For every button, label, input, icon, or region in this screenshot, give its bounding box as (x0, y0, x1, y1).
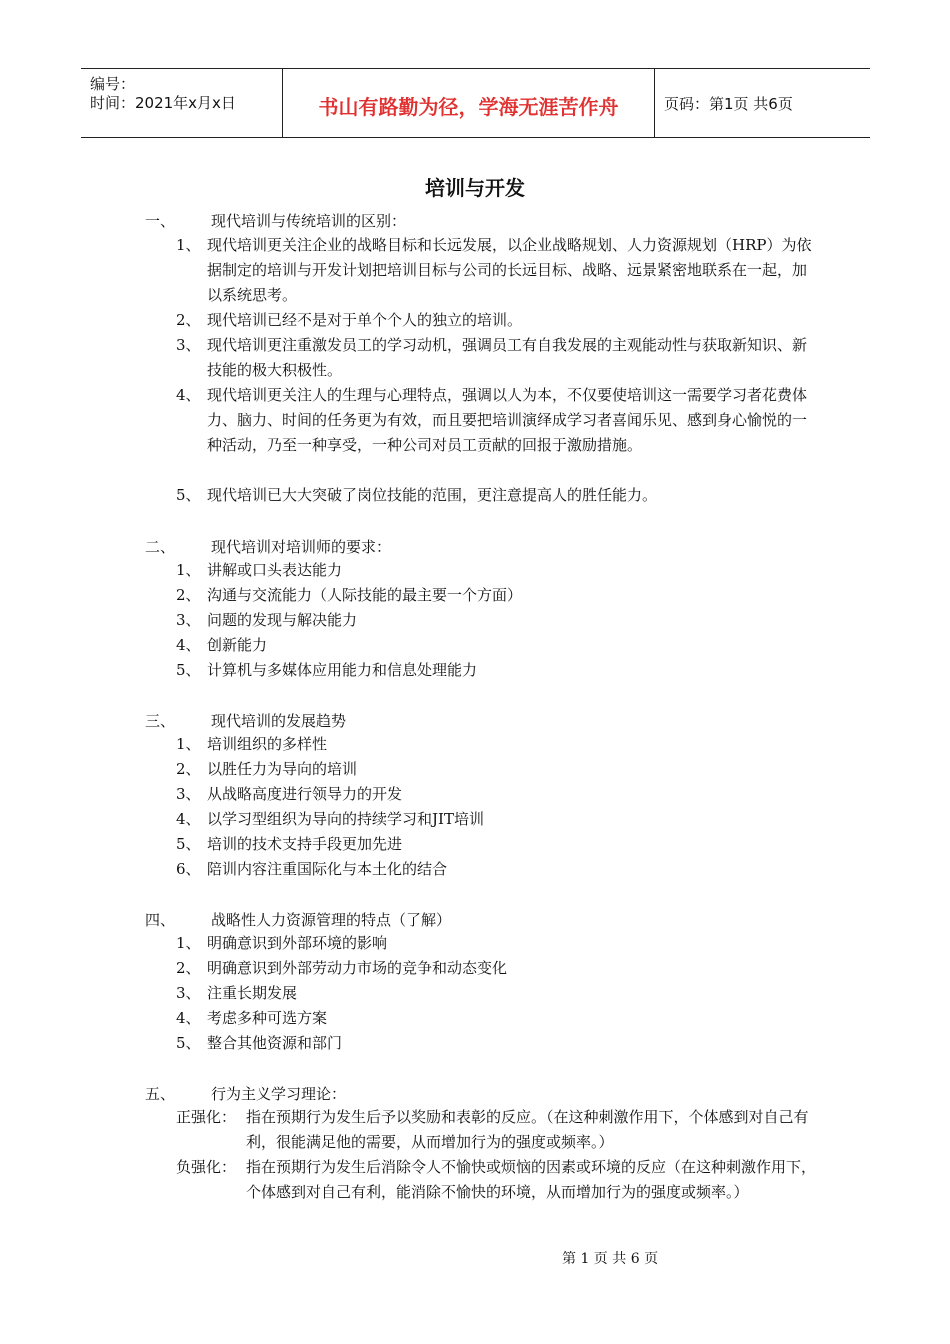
item-number: 4、 (176, 636, 201, 654)
item-number: 3、 (176, 785, 201, 803)
item-text: 从战略高度进行领导力的开发 (207, 785, 403, 803)
item-number: 2、 (176, 586, 201, 604)
section-number: 五、 (145, 1085, 176, 1103)
item-number: 3、 (176, 336, 201, 354)
item-text: 培训的技术支持手段更加先进 (207, 835, 403, 853)
item-text: 讲解或口头表达能力 (207, 561, 343, 579)
definition-text: 指在预期行为发生后予以奖励和表彰的反应。（在这种刺激作用下，个体感到对自己有利，很能满足他的需要，从而增加行为的强度或频率。） (246, 1108, 809, 1151)
header-left-cell (81, 69, 283, 137)
list-item (176, 857, 816, 882)
header-motto-cell (283, 69, 655, 137)
number-label: 编号： (90, 75, 136, 93)
item-number: 4、 (176, 1009, 201, 1027)
list-item (176, 1031, 816, 1056)
section-number: 四、 (145, 911, 176, 929)
list-item (176, 308, 816, 333)
item-text: 以学习型组织为导向的持续学习和JIT培训 (207, 810, 484, 828)
list-item (176, 383, 816, 458)
time-label: 时间：2021年x月x日 (90, 94, 236, 112)
section-number: 一、 (145, 212, 176, 230)
item-number: 3、 (176, 611, 201, 629)
list-item (176, 558, 816, 583)
list-item (176, 832, 816, 857)
definition-item (176, 1105, 816, 1155)
item-number: 1、 (176, 236, 201, 254)
item-text: 问题的发现与解决能力 (207, 611, 358, 629)
item-number: 2、 (176, 760, 201, 778)
list-item (176, 1006, 816, 1031)
section-number: 二、 (145, 538, 176, 556)
item-number: 1、 (176, 735, 201, 753)
item-number: 5、 (176, 835, 201, 853)
list-item (176, 233, 816, 308)
item-number: 2、 (176, 959, 201, 977)
item-text: 以胜任力为导向的培训 (207, 760, 358, 778)
item-text: 整合其他资源和部门 (207, 1034, 343, 1052)
item-text: 注重长期发展 (207, 984, 298, 1002)
item-text: 现代培训更关注人的生理与心理特点，强调以人为本，不仅要使培训这一需要学习者花费体力、脑力、时间的任务更为有效，而且要把培训演绎成学习者喜闻乐见、感到身心愉悦的一种活动，乃至一种享受，一种公司对员工贡献的回报于激励措施。 (207, 386, 808, 454)
item-text: 培训组织的多样性 (207, 735, 328, 753)
list-item (176, 583, 816, 608)
section-title: 战略性人力资源管理的特点（了解） (211, 911, 452, 929)
definition-label: 正强化： (176, 1108, 237, 1126)
item-number: 2、 (176, 311, 201, 329)
item-number: 4、 (176, 386, 201, 404)
definition-label: 负强化： (176, 1158, 237, 1176)
item-number: 5、 (176, 486, 201, 504)
definition-item (176, 1155, 816, 1205)
list-item (176, 732, 816, 757)
list-item (176, 333, 816, 383)
list-item (176, 608, 816, 633)
list-item (176, 981, 816, 1006)
page-code: 页码：第1页 共6页 (664, 95, 793, 113)
page-footer: 第 1 页 共 6 页 (562, 1251, 659, 1267)
section-title: 现代培训的发展趋势 (211, 712, 347, 730)
item-text: 沟通与交流能力（人际技能的最主要一个方面） (207, 586, 523, 604)
section-heading (145, 1083, 346, 1104)
section-title: 现代培训与传统培训的区别： (211, 212, 407, 230)
item-text: 现代培训已经不是对于单个个人的独立的培训。 (207, 311, 523, 329)
item-text: 创新能力 (207, 636, 268, 654)
item-text: 现代培训更注重激发员工的学习动机，强调员工有自我发展的主观能动性与获取新知识、新技能的极大积极性。 (207, 336, 808, 379)
header-right-cell (655, 69, 870, 137)
list-item (176, 956, 816, 981)
section-heading (145, 210, 406, 231)
item-text: 现代培训已大大突破了岗位技能的范围，更注意提高人的胜任能力。 (207, 486, 658, 504)
item-text: 考虑多种可选方案 (207, 1009, 328, 1027)
section-title: 行为主义学习理论： (211, 1085, 347, 1103)
item-number: 4、 (176, 810, 201, 828)
item-number: 5、 (176, 661, 201, 679)
item-text: 明确意识到外部环境的影响 (207, 934, 388, 952)
list-item (176, 782, 816, 807)
document-header (81, 68, 870, 138)
list-item (176, 757, 816, 782)
item-text: 明确意识到外部劳动力市场的竞争和动态变化 (207, 959, 508, 977)
list-item (176, 807, 816, 832)
item-text: 陪训内容注重国际化与本土化的结合 (207, 860, 448, 878)
item-number: 1、 (176, 934, 201, 952)
motto-text: 书山有路勤为径，学海无涯苦作舟 (318, 95, 619, 119)
item-text: 计算机与多媒体应用能力和信息处理能力 (207, 661, 478, 679)
item-number: 1、 (176, 561, 201, 579)
definition-text: 指在预期行为发生后消除令人不愉快或烦恼的因素或环境的反应（在这种刺激作用下，个体感到对自己有利，能消除不愉快的环境，从而增加行为的强度或频率。） (246, 1158, 817, 1201)
item-number: 3、 (176, 984, 201, 1002)
section-heading (145, 710, 346, 731)
item-number: 6、 (176, 860, 201, 878)
list-item (176, 483, 816, 508)
item-number: 5、 (176, 1034, 201, 1052)
section-heading (145, 909, 451, 930)
list-item (176, 658, 816, 683)
list-item (176, 931, 816, 956)
item-text: 现代培训更关注企业的战略目标和长远发展，以企业战略规划、人力资源规划（HRP）为依据制定的培训与开发计划把培训目标与公司的长远目标、战略、远景紧密地联系在一起，加以系统思考。 (207, 236, 812, 304)
page-title: 培训与开发 (425, 176, 525, 200)
section-heading (145, 536, 391, 557)
section-number: 三、 (145, 712, 176, 730)
list-item (176, 633, 816, 658)
section-title: 现代培训对培训师的要求： (211, 538, 392, 556)
